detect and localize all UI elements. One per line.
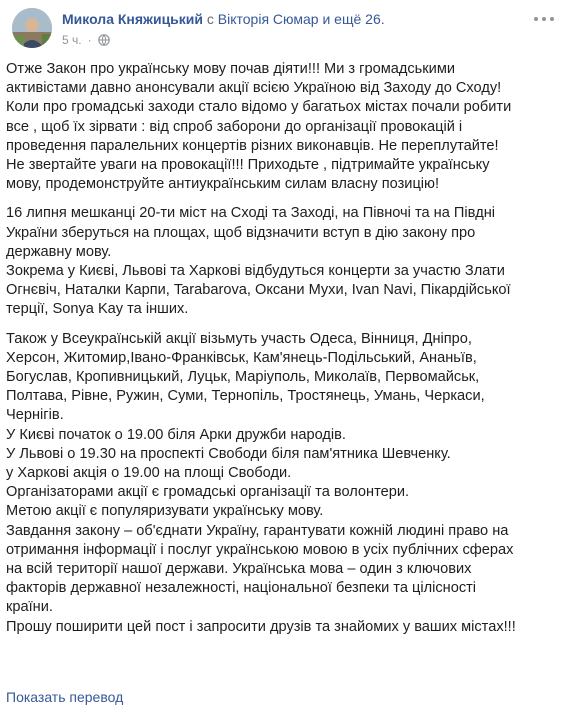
show-translation-link[interactable]: Показать перевод [6, 689, 124, 705]
globe-icon[interactable] [98, 34, 110, 46]
avatar-photo [12, 8, 52, 48]
menu-dot [534, 17, 538, 21]
post-paragraph-3: Також у Всеукраїнській акції візьмуть участь Одеса, Вінниця, Дніпро, Херсон, Житомир,Івано-Франківськ, Кам'янець-Подільський, Ананьїв, Богуслав, Кропивницький, Луцьк, Маріуполь, Миколаїв, Первомайськ, Полтава, Рівне, Ружин, Суми, Тернопіль, Тростянець, Умань, Черкаси, Чернігів. У Києві початок о 19.00 біля Арки дружби народів. У Львові о 19.30 на проспекті Свободи біля пам'ятника Шевченку. у Харкові акція о 19.00 на площі Свободи. Організаторами акції є громадські організації та волонтери. Метою акції є популяризувати українську мову. Завдання закону – об'єднати Україну, гарантувати кожній людині право на отримання інформації і послуг українською мовою в усіх публічних сферах на всій території нашої держави. Українська мова – один з ключових факторів державної незалежності, національної безпеки та цілісності країни. Прошу поширити цей пост і запросити друзів та знайомих у ваших містах!!! [6, 330, 516, 635]
author-name-link[interactable]: Микола Княжицький [62, 11, 203, 27]
meta-separator: · [87, 33, 92, 47]
post-meta [62, 32, 110, 48]
author-line [62, 10, 385, 28]
post-timestamp[interactable]: 5 ч. [62, 33, 82, 47]
menu-dot [542, 17, 546, 21]
post-paragraph-2: 16 липня мешканці 20-ти міст на Сході та Заході, на Півночі та на Півдні України зберуться на площах, щоб відзначити вступ в дію закону про державну мову. Зокрема у Києві, Львові та Харкові відбудуться концерти за участю Злати Огнєвіч, Наталки Карпи, Tarabarova, Оксани Мухи, Ivan Navi, Пікардійської терції, Sonya Kay та інших. [6, 205, 511, 318]
tagged-person-link[interactable]: Вікторія Сюмар [217, 11, 319, 27]
post-header [12, 8, 556, 52]
tagged-others-link[interactable]: и ещё 26. [322, 11, 385, 27]
author-avatar[interactable] [12, 8, 52, 48]
with-word: с [206, 11, 214, 27]
post-body [6, 60, 562, 647]
more-dots-icon[interactable] [534, 12, 554, 26]
post-paragraph-1: Отже Закон про українську мову почав діяти!!! Ми з громадськими активістами давно анонсували акції всією Україною від Заходу до Сходу! Коли про громадські заходи стало відомо у багатьох містах почали робити все , щоб їх зірвати : від спроб заборони до організації провокацій і проведення паралельних концертів різних виконавців. Не переплутайте! Не звертайте уваги на провокації!!! Приходьте , підтримайте українську мову, продемонструйте антиукраїнським силам власну позицію! [6, 61, 512, 193]
menu-dot [550, 17, 554, 21]
